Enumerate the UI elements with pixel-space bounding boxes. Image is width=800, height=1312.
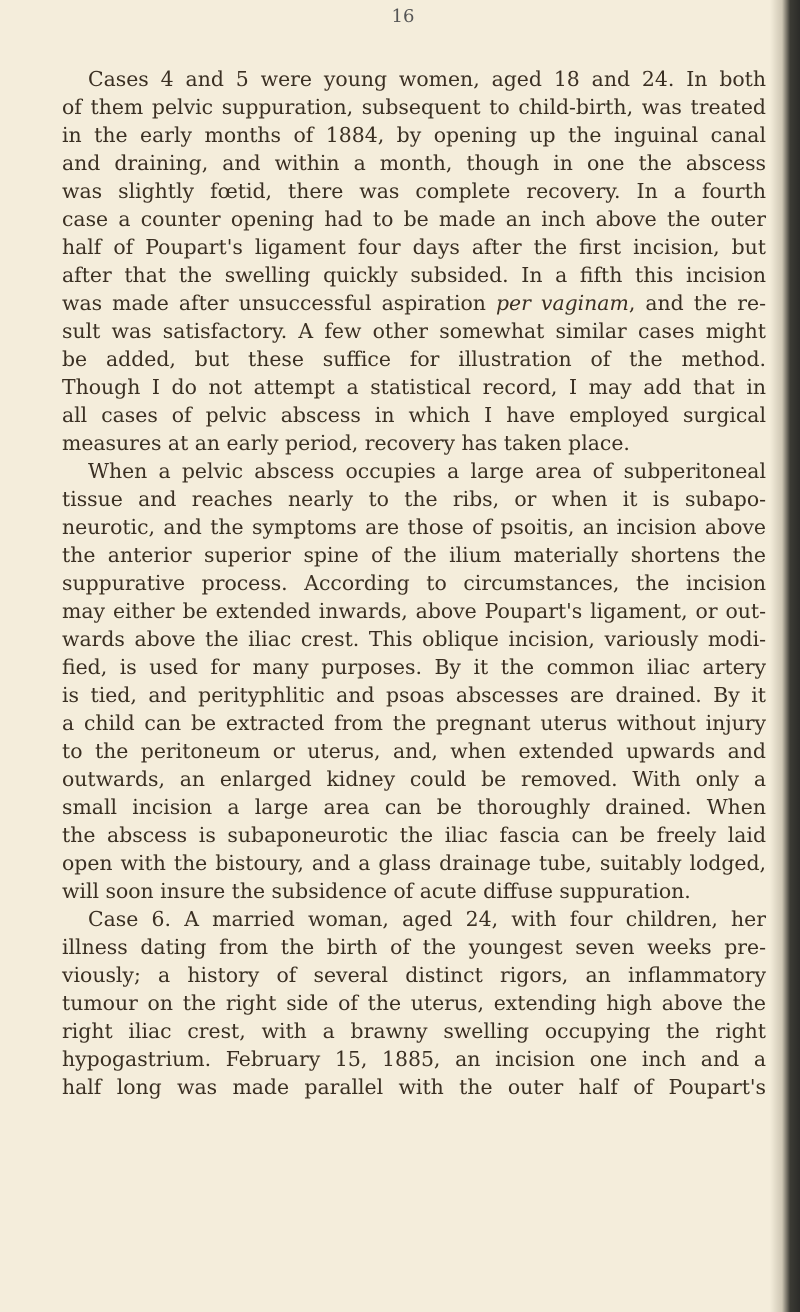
text-line: measures at an early period, recovery has taken place. [62,431,630,455]
text-line: suppurative process. According to circumstances, the incision [62,571,766,595]
text-line: the abscess is subaponeurotic the iliac fascia can be freely laid [62,823,766,847]
text-line: Cases 4 and 5 were young women, aged 18 and 24. In both [88,67,766,91]
text-line: is tied, and perityphlitic and psoas abscesses are drained. By it [62,683,766,707]
page-number: 16 [391,6,415,27]
text-line: after that the swelling quickly subsided. In a fifth this incision [62,263,766,287]
text-line: neurotic, and the symptoms are those of psoitis, an incision above [62,515,766,539]
text-line: all cases of pelvic abscess in which I have employed surgical [62,403,766,427]
text-line: sult was satisfactory. A few other somewhat similar cases might [62,319,766,343]
text-line: outwards, an enlarged kidney could be removed. With only a [62,767,766,791]
text-line: illness dating from the birth of the youngest seven weeks pre- [62,935,766,959]
italic-phrase: per vaginam [495,291,629,315]
text-line: in the early months of 1884, by opening up the inguinal canal [62,123,766,147]
text-line: Case 6. A married woman, aged 24, with four children, her [88,907,766,931]
text-line: hypogastrium. February 15, 1885, an incision one inch and a [62,1047,766,1071]
text-line: a child can be extracted from the pregnant uterus without injury [62,711,766,735]
text-line: be added, but these suffice for illustration of the method. [62,347,766,371]
body-text [62,65,766,1101]
text-line: small incision a large area can be thoroughly drained. When [62,795,766,819]
text-line: case a counter opening had to be made an inch above the outer [62,207,766,231]
text-line: fied, is used for many purposes. By it the common iliac artery [62,655,766,679]
text-line: When a pelvic abscess occupies a large area of subperitoneal [88,459,766,483]
text-line: was made after unsuccessful aspiration per vaginam, and the re- [62,291,766,315]
text-line: Though I do not attempt a statistical record, I may add that in [62,375,766,399]
text-line: will soon insure the subsidence of acute diffuse suppuration. [62,879,691,903]
text-line: tumour on the right side of the uterus, extending high above the [62,991,766,1015]
text-line: right iliac crest, with a brawny swelling occupying the right [62,1019,766,1043]
text-line: open with the bistoury, and a glass drainage tube, suitably lodged, [62,851,766,875]
text-line: to the peritoneum or uterus, and, when extended upwards and [62,739,766,763]
text-line: may either be extended inwards, above Poupart's ligament, or out- [62,599,766,623]
text-line: viously; a history of several distinct rigors, an inflammatory [62,963,766,987]
text-line: half long was made parallel with the outer half of Poupart's [62,1075,766,1099]
text-line: of them pelvic suppuration, subsequent to child-birth, was treated [62,95,766,119]
text-line: was slightly fœtid, there was complete recovery. In a fourth [62,179,766,203]
text-line: wards above the iliac crest. This oblique incision, variously modi- [62,627,766,651]
text-line: and draining, and within a month, though in one the abscess [62,151,766,175]
text-line: half of Poupart's ligament four days after the first incision, but [62,235,766,259]
text-line: the anterior superior spine of the ilium materially shortens the [62,543,766,567]
text-line: tissue and reaches nearly to the ribs, or when it is subapo- [62,487,766,511]
